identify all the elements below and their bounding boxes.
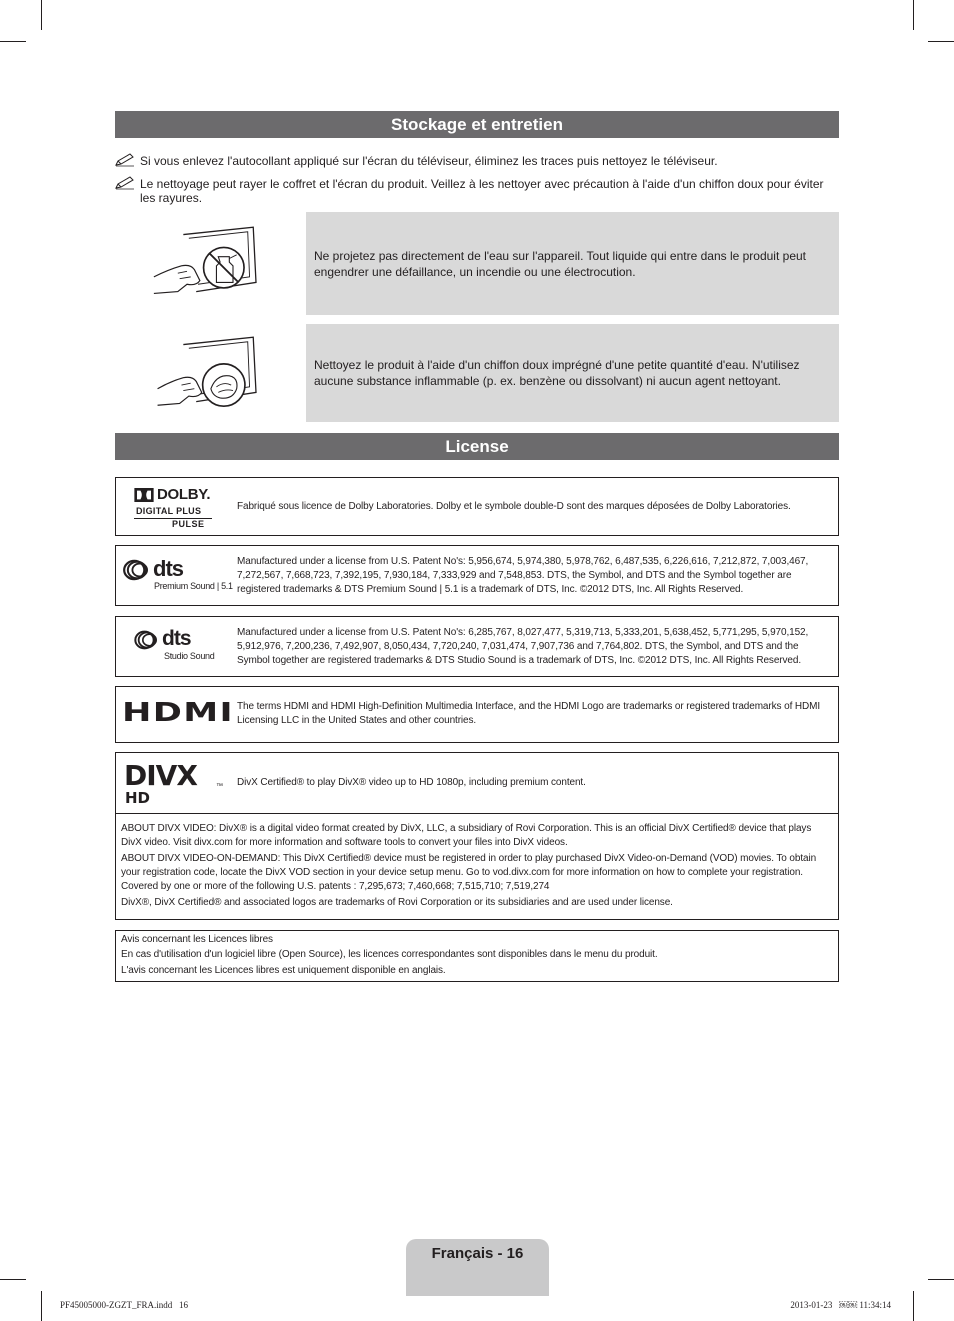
license-section-title: License bbox=[115, 433, 839, 460]
license-dts-studio bbox=[115, 616, 839, 677]
hdmi-logo bbox=[122, 698, 234, 728]
hdmi-license-text: The terms HDMI and HDMI High-Definition Multimedia Interface, and the HDMI Logo are trademarks or registered trademarks of HDMI Licensing LLC in the United States and other countries. bbox=[237, 701, 821, 726]
divx-brand: DIVX bbox=[124, 759, 197, 792]
dts-brand: dts bbox=[153, 556, 183, 581]
open-source-line2: L'avis concernant les Licences libres est uniquement disponible en anglais. bbox=[121, 965, 446, 976]
note-cleaning bbox=[115, 177, 839, 205]
divx-about-vod: ABOUT DIVX VIDEO-ON-DEMAND: This DivX Certified® device must be registered in order to play purchased DivX Video-on-Demand (VOD) movies. To obtain your registration code, locate the DivX VOD section in your device setup menu. Go to vod.divx.com for more information on how to complete your registration. bbox=[121, 853, 817, 878]
crop-mark bbox=[928, 1279, 954, 1280]
license-divx bbox=[115, 752, 839, 920]
dolby-line2: PULSE bbox=[172, 519, 205, 529]
dts-disc-icon bbox=[123, 559, 151, 581]
divx-tm: ™ bbox=[216, 783, 223, 790]
care-text: Ne projetez pas directement de l'eau sur l'appareil. Tout liquide qui entre dans le produit peut engendrer une défaillance, un incendie ou une électrocution. bbox=[314, 248, 806, 279]
hdmi-brand: HDMI bbox=[122, 698, 234, 728]
care-row-no-spray bbox=[115, 212, 839, 315]
license-open-source bbox=[115, 930, 839, 982]
page-number: Français - 16 bbox=[431, 1245, 524, 1262]
dts-studio-license-text: Manufactured under a license from U.S. Patent No's: 6,285,767, 8,027,477, 5,319,713, 5,333,201, 5,638,452, 5,771,295, 5,970,152, 5,912,976, 7,200,236, 7,492,907, 8,050,434, 7,720,240, 7,031,474, 7,907,736 and 7,764,802. DTS, the Symbol, and DTS and the Symbol together are registered trademarks & DTS Studio Sound is a trademark of DTS, Inc. ©2012 DTS, Inc. All Rights Reserved. bbox=[237, 627, 809, 666]
cloth-wipe-icon bbox=[145, 328, 275, 420]
care-row-cloth bbox=[115, 324, 839, 422]
open-source-title: Avis concernant les Licences libres bbox=[121, 934, 273, 945]
divx-logo bbox=[124, 759, 232, 807]
divx-patents: Covered by one or more of the following U.S. patents : 7,295,673; 7,460,668; 7,515,710; 7,519,274 bbox=[121, 881, 550, 892]
open-source-notice bbox=[121, 933, 832, 979]
no-spray-icon bbox=[145, 218, 275, 310]
note-text: Le nettoyage peut rayer le coffret et l'écran du produit. Veillez à les nettoyer avec précaution à l'aide d'un chiffon doux pour éviter les rayures. bbox=[140, 177, 824, 205]
dts-premium-logo bbox=[122, 556, 233, 598]
care-text: Nettoyez le produit à l'aide d'un chiffon doux imprégné d'une petite quantité d'eau. N'utilisez aucune substance inflammable (p. ex. benzène ou dissolvant) ni aucun agent nettoyant. bbox=[314, 358, 800, 388]
open-source-line1: En cas d'utilisation d'un logiciel libre (Open Source), les licences correspondantes sont disponibles dans le menu du produit. bbox=[121, 949, 658, 960]
divx-certified-text: DivX Certified® to play DivX® video up to HD 1080p, including premium content. bbox=[237, 777, 586, 788]
care-text-box bbox=[306, 324, 839, 422]
print-timestamp: 2013-01-23 ￼￼ 11:34:14 bbox=[790, 1300, 891, 1310]
pencil-note-icon bbox=[115, 153, 135, 167]
license-dolby bbox=[115, 477, 839, 536]
dts-studio-logo bbox=[134, 627, 242, 669]
crop-mark bbox=[0, 1279, 26, 1280]
dts-disc-icon bbox=[134, 630, 160, 650]
crop-mark bbox=[41, 0, 42, 30]
dts-premium-license-text: Manufactured under a license from U.S. Patent No's: 5,956,674, 5,974,380, 5,978,762, 6,487,535, 6,226,616, 7,212,872, 7,003,467, 7,272,567, 7,668,723, 7,392,195, 7,930,184, 7,333,929 and 7,548,853. DTS, the Symbol, and DTS and the Symbol together are registered trademarks & DTS Premium Sound | 5.1 is a trademark of DTS, Inc. ©2012 DTS, Inc. All Rights Reserved. bbox=[237, 556, 809, 595]
divx-hd: HD bbox=[125, 789, 151, 807]
crop-mark bbox=[0, 41, 26, 42]
dts-brand: dts bbox=[162, 627, 191, 650]
dolby-line1: DIGITAL PLUS bbox=[136, 506, 202, 516]
license-dts-premium bbox=[115, 545, 839, 606]
crop-mark bbox=[913, 0, 914, 30]
storage-section-title: Stockage et entretien bbox=[115, 111, 839, 138]
care-text-box bbox=[306, 212, 839, 315]
dolby-logo bbox=[134, 486, 218, 530]
file-slug: PF45005000-ZGZT_FRA.indd 16 bbox=[60, 1300, 189, 1310]
crop-mark bbox=[913, 1291, 914, 1321]
pencil-note-icon bbox=[115, 176, 135, 190]
divx-trademarks: DivX®, DivX Certified® and associated logos are trademarks of Rovi Corporation or its subsidiaries and are used under license. bbox=[121, 897, 673, 908]
license-hdmi bbox=[115, 686, 839, 743]
dts-sub: Premium Sound | 5.1 bbox=[154, 581, 233, 591]
dolby-brand: DOLBY. bbox=[157, 486, 211, 503]
crop-mark bbox=[928, 41, 954, 42]
page-number-tab bbox=[406, 1239, 549, 1296]
crop-mark bbox=[41, 1291, 42, 1321]
divx-details bbox=[121, 822, 832, 912]
dolby-license-text: Fabriqué sous licence de Dolby Laboratories. Dolby et le symbole double-D sont des marques déposées de Dolby Laboratories. bbox=[237, 501, 791, 512]
divx-header bbox=[116, 753, 838, 814]
note-sticker bbox=[115, 154, 839, 168]
note-text: Si vous enlevez l'autocollant appliqué sur l'écran du téléviseur, éliminez les traces puis nettoyez le téléviseur. bbox=[140, 154, 718, 168]
dolby-double-d-icon bbox=[134, 488, 154, 502]
divx-about-video: ABOUT DIVX VIDEO: DivX® is a digital video format created by DivX, LLC, a subsidiary of Rovi Corporation. This is an official DivX Certified® device that plays DivX video. Visit divx.com for more information and software tools to convert your files into DivX videos. bbox=[121, 823, 812, 848]
dts-sub: Studio Sound bbox=[164, 651, 215, 661]
